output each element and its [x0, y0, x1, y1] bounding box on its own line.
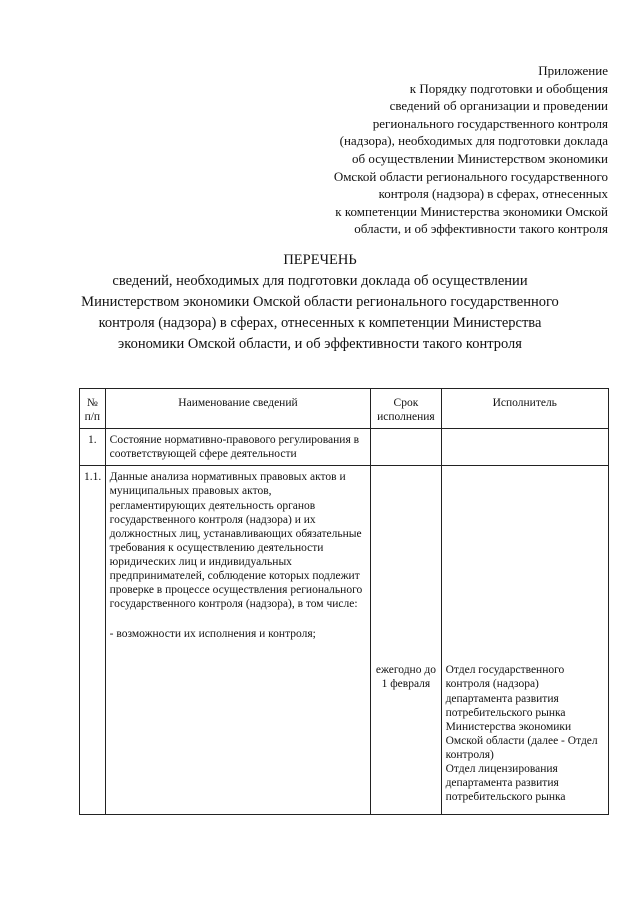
appendix-line: контроля (надзора) в сферах, отнесенных	[378, 186, 608, 202]
document-title	[0, 250, 640, 355]
row-number: 1.1.	[80, 466, 106, 815]
title-line: экономики Омской области, и об эффективности такого контроля	[118, 336, 522, 352]
table-row	[80, 429, 609, 466]
title-line: контроля (надзора) в сферах, отнесенных к компетенции Министерства	[98, 315, 542, 331]
row-executor: Отдел государственного контроля (надзора) департамента развития потребительского рынка Министерства экономики Омской области (далее - Отдел контроля)	[445, 664, 598, 761]
appendix-line: к компетенции Министерства экономики Омской	[335, 203, 608, 219]
row-name: Состояние нормативно-правового регулирования в соответствующей сфере деятельности	[105, 429, 371, 466]
appendix-line: (надзора), необходимых для подготовки доклада	[339, 133, 608, 149]
column-header-number: № п/п	[80, 389, 106, 429]
row-name-cell	[105, 466, 371, 815]
appendix-header	[334, 62, 608, 238]
row-executor-cell	[441, 466, 608, 815]
appendix-line: области, и об эффективности такого контроля	[354, 221, 608, 237]
title-line: Министерством экономики Омской области регионального государственного	[81, 294, 559, 310]
row-number: 1.	[80, 429, 106, 466]
appendix-line: к Порядку подготовки и обобщения	[409, 80, 608, 96]
column-header-executor: Исполнитель	[441, 389, 608, 429]
appendix-line: Омской области регионального государственного	[333, 168, 608, 184]
appendix-line: об осуществлении Министерством экономики	[352, 150, 608, 166]
row-term: ежегодно до 1 февраля	[375, 664, 436, 691]
row-sub-item: - возможности их исполнения и контроля;	[109, 628, 316, 641]
info-list-table	[79, 388, 609, 815]
row-term-cell	[371, 466, 441, 815]
appendix-line: Приложение	[538, 63, 608, 78]
column-header-name: Наименование сведений	[105, 389, 371, 429]
appendix-line: сведений об организации и проведении	[389, 98, 608, 114]
column-header-term: Срок исполнения	[371, 389, 441, 429]
title-line: сведений, необходимых для подготовки доклада об осуществлении	[112, 273, 528, 289]
row-term	[371, 429, 441, 466]
row-executor-2: Отдел лицензирования департамента развития потребительского рынка	[445, 763, 566, 804]
row-name: Данные анализа нормативных правовых актов и муниципальных правовых актов, регламентирующих деятельность органов государственного контроля (надзора) и их должностных лиц, устанавливающих обязательные требования к осуществлению деятельности юридических лиц и индивидуальных предпринимателей, соблюдение которых подлежит проверке в процессе осуществления регионального государственного контроля (надзора), в том числе:	[109, 471, 363, 611]
title-heading: ПЕРЕЧЕНЬ	[283, 252, 357, 268]
table-header-row	[80, 389, 609, 429]
appendix-line: регионального государственного контроля	[372, 115, 608, 131]
row-executor	[441, 429, 608, 466]
table-row	[80, 466, 609, 815]
